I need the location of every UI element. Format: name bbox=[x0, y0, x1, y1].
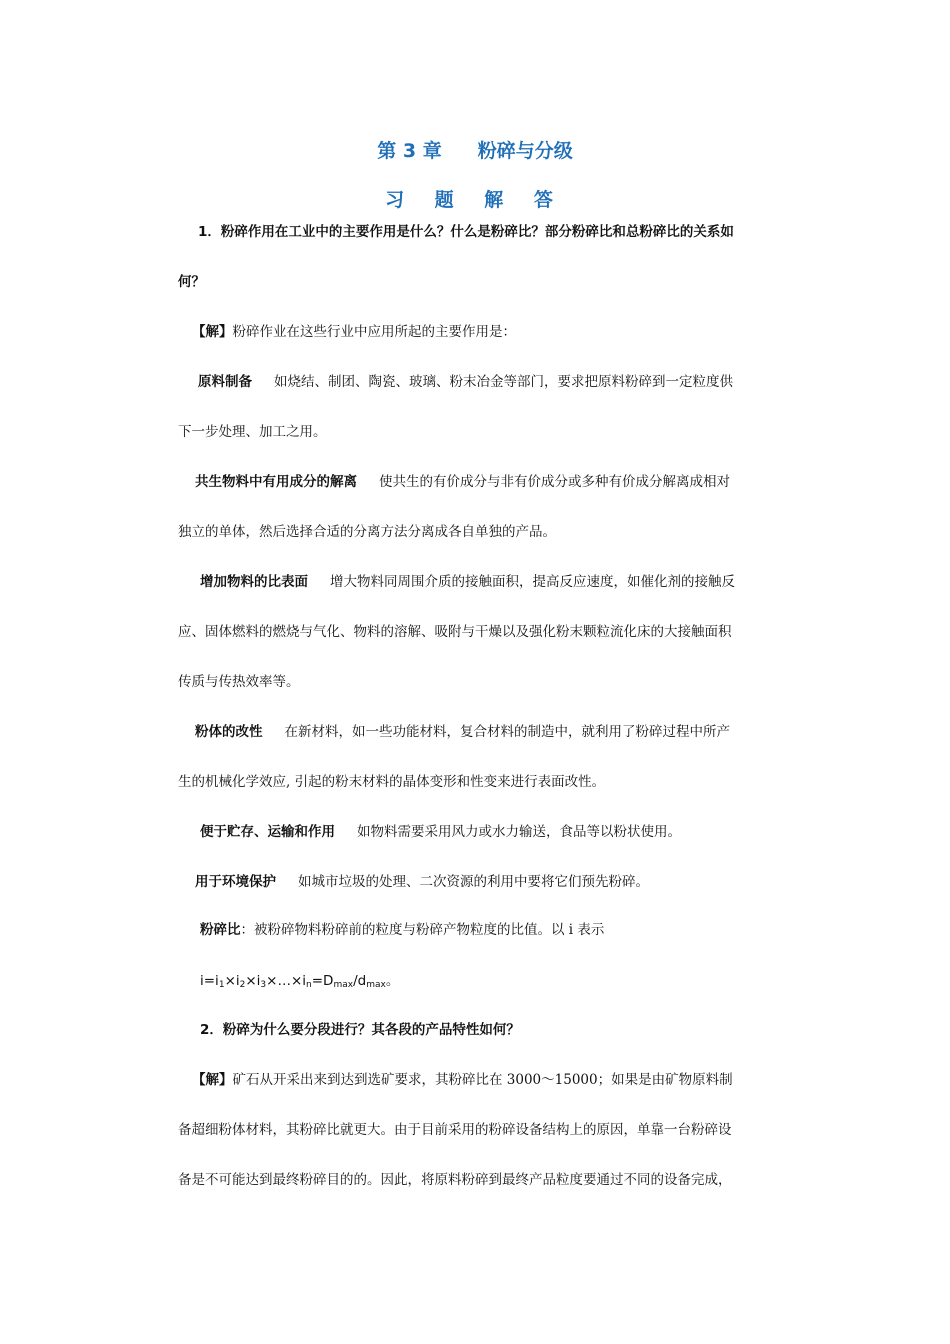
answer-2-line-2: 备超细粉体材料，其粉碎比就更大。由于目前采用的粉碎设备结构上的原因，单靠一台粉碎设 bbox=[178, 1122, 732, 1138]
chapter-number: 第 3 章 bbox=[377, 140, 442, 162]
item-heading: 粉体的改性 bbox=[195, 724, 263, 740]
item-raw-material bbox=[198, 372, 798, 392]
item-text: 使共生的有价成分与非有价成分或多种有价成分解离成相对 bbox=[379, 474, 730, 490]
chapter-name: 粉碎与分级 bbox=[477, 140, 573, 162]
answer-tag: 【解】 bbox=[192, 1072, 233, 1088]
ratio-heading: 粉碎比 bbox=[200, 922, 241, 938]
item-text: 如城市垃圾的处理、二次资源的利用中要将它们预先粉碎。 bbox=[298, 874, 649, 890]
item-surface-area bbox=[200, 572, 800, 592]
ratio-text: ：被粉碎物料粉碎前的粒度与粉碎产物粒度的比值。以 i 表示 bbox=[240, 922, 605, 938]
item-text: 如物料需要采用风力或水力输送，食品等以粉状使用。 bbox=[357, 824, 681, 840]
item-heading: 共生物料中有用成分的解离 bbox=[195, 474, 357, 490]
item-modification-cont: 生的机械化学效应, 引起的粉末材料的晶体变形和性变来进行表面改性。 bbox=[178, 774, 606, 790]
ratio-formula: $i=i_1\times i_2\times i_3\times\dots\times i_n=D_{max}/d_{max}$。 bbox=[200, 973, 400, 990]
item-liberation-cont: 独立的单体，然后选择合适的分离方法分离成各自单独的产品。 bbox=[178, 524, 556, 540]
item-liberation bbox=[195, 472, 795, 492]
answer-text: 矿石从开采出来到达到选矿要求，其粉碎比在 3000～15000；如果是由矿物原料制 bbox=[232, 1072, 733, 1088]
question-1-line-2: 何？ bbox=[178, 274, 205, 290]
item-text: 在新材料，如一些功能材料，复合材料的制造中，就利用了粉碎过程中所产 bbox=[284, 724, 730, 740]
item-heading: 用于环境保护 bbox=[195, 874, 276, 890]
answer-2-line-1 bbox=[192, 1070, 792, 1090]
item-storage bbox=[200, 822, 800, 842]
answer-1-intro bbox=[192, 322, 792, 342]
section-subtitle: 习 题 解 答 bbox=[385, 189, 565, 211]
answer-intro-text: 粉碎作业在这些行业中应用所起的主要作用是： bbox=[232, 324, 516, 340]
answer-tag: 【解】 bbox=[192, 324, 233, 340]
item-text: 增大物料同周围介质的接触面积，提高反应速度，如催化剂的接触反 bbox=[330, 574, 735, 590]
chapter-title bbox=[0, 136, 950, 163]
question-2: 2．粉碎为什么要分段进行？其各段的产品特性如何？ bbox=[200, 1022, 520, 1038]
item-heading: 原料制备 bbox=[198, 374, 252, 390]
item-raw-material-cont: 下一步处理、加工之用。 bbox=[178, 424, 327, 440]
item-text: 如烧结、制团、陶瓷、玻璃、粉末冶金等部门，要求把原料粉碎到一定粒度供 bbox=[274, 374, 733, 390]
answer-2-line-3: 备是不可能达到最终粉碎目的的。因此，将原料粉碎到最终产品粒度要通过不同的设备完成， bbox=[178, 1172, 732, 1188]
question-1-line-1: 1．粉碎作用在工业中的主要作用是什么？什么是粉碎比？部分粉碎比和总粉碎比的关系如 bbox=[198, 224, 734, 240]
item-surface-area-cont-1: 应、固体燃料的燃烧与气化、物料的溶解、吸附与干燥以及强化粉末颗粒流化床的大接触面积 bbox=[178, 624, 732, 640]
item-surface-area-cont-2: 传质与传热效率等。 bbox=[178, 674, 300, 690]
item-heading: 增加物料的比表面 bbox=[200, 574, 308, 590]
item-modification bbox=[195, 722, 795, 742]
item-environment bbox=[195, 872, 795, 892]
item-heading: 便于贮存、运输和作用 bbox=[200, 824, 335, 840]
ratio-definition bbox=[200, 920, 800, 940]
